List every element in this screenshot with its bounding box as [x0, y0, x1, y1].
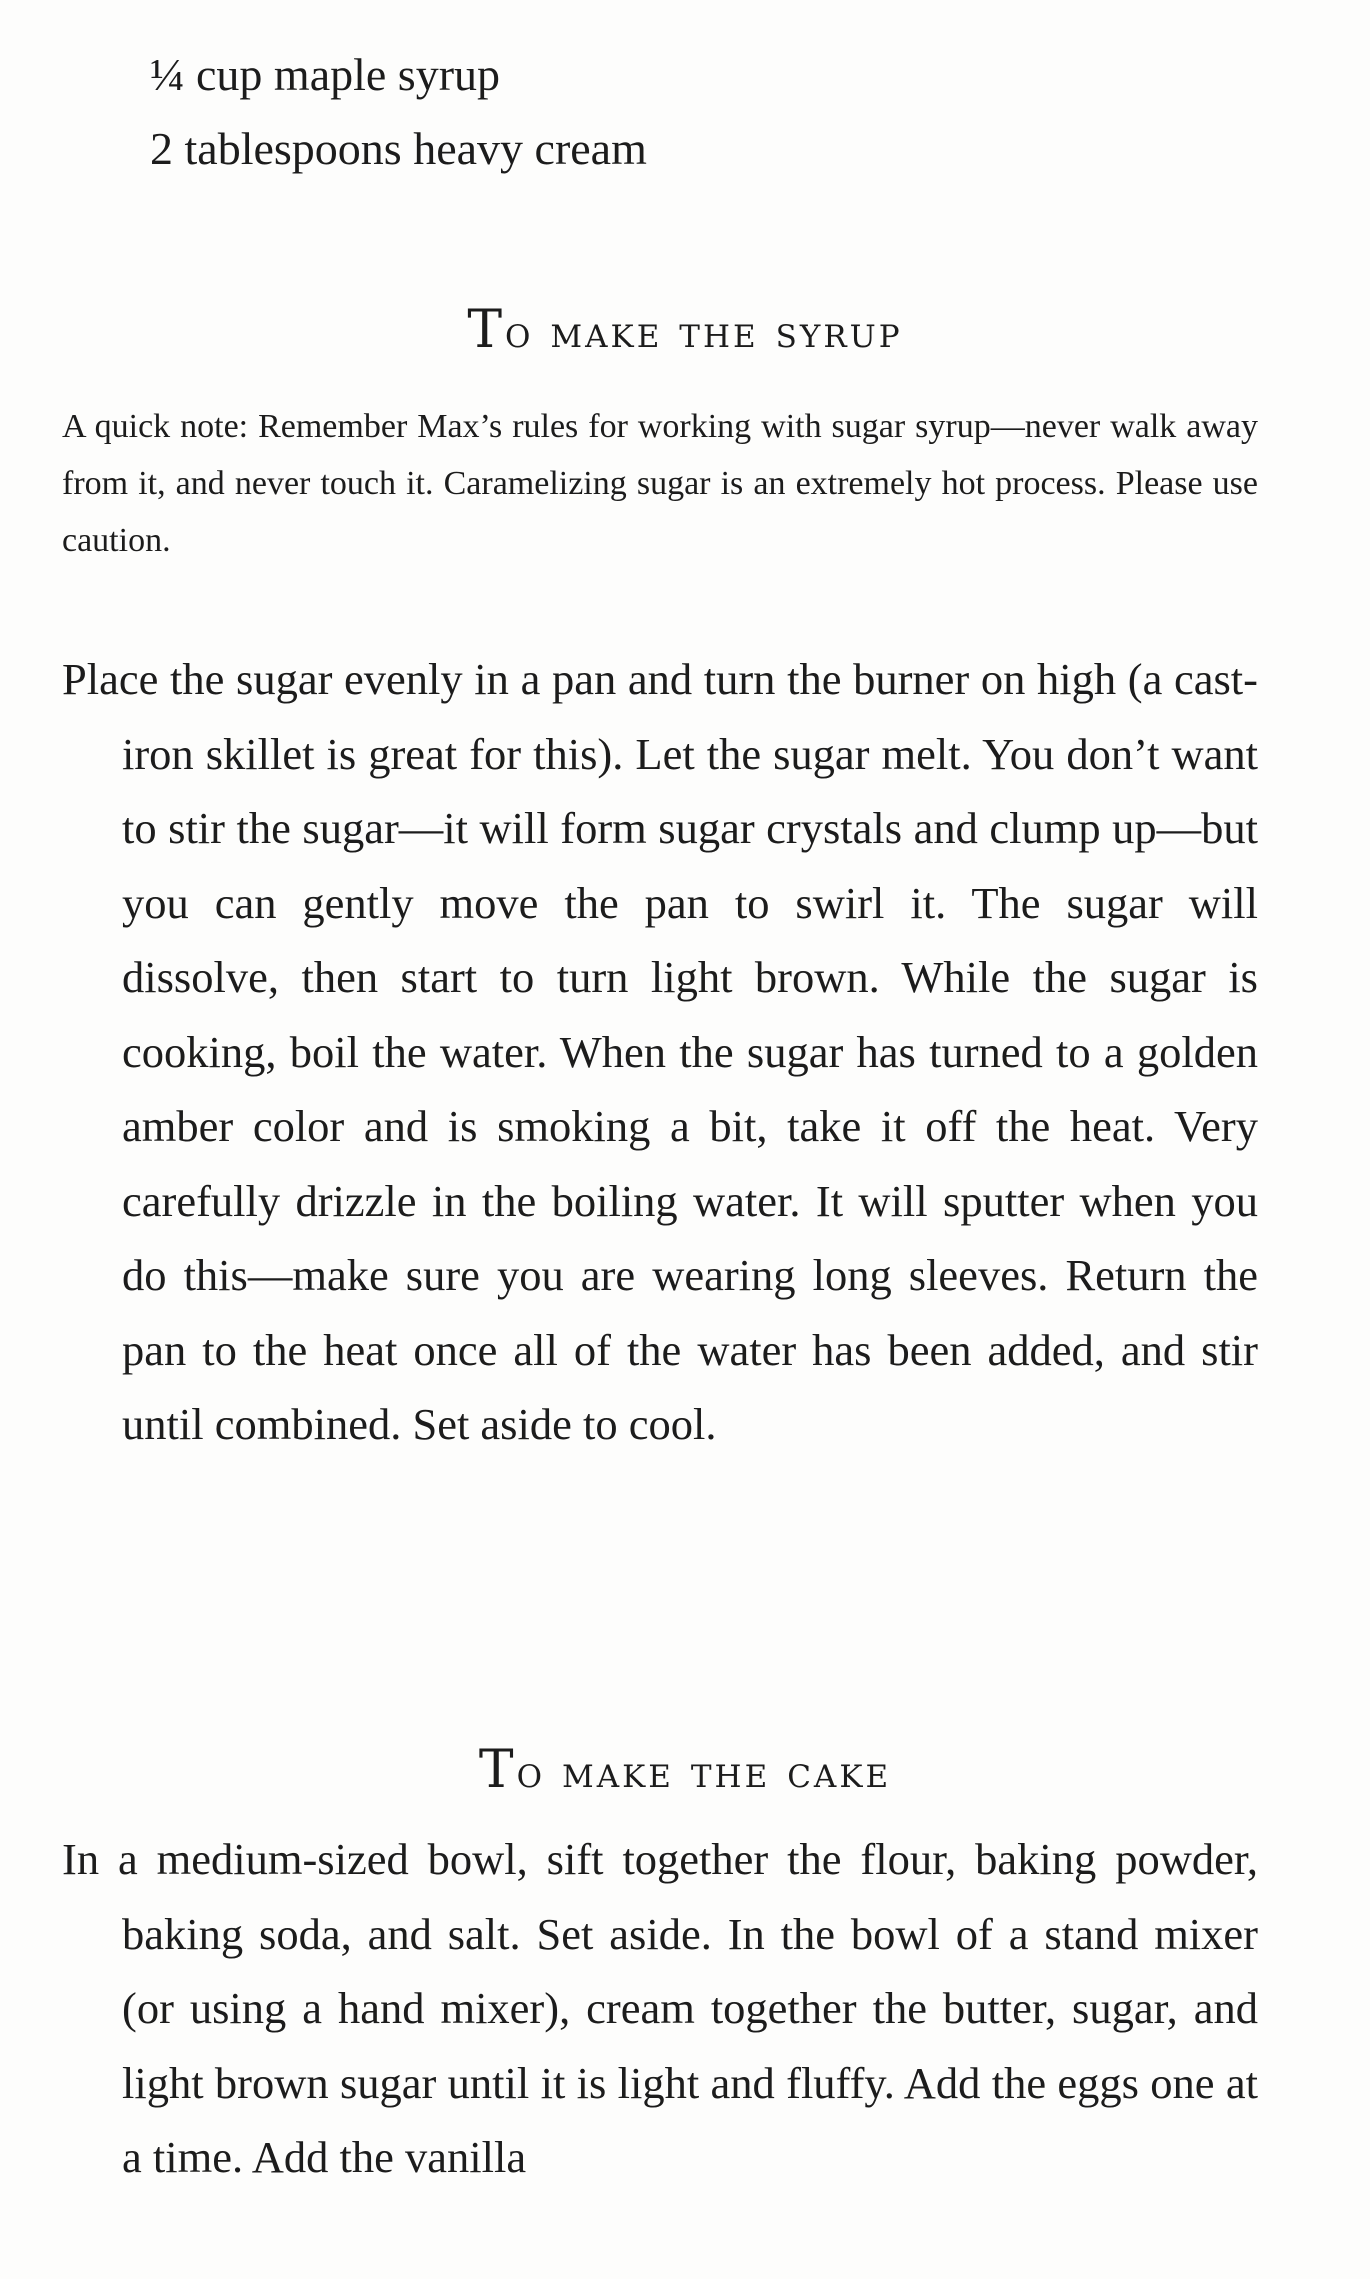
syrup-heading-initial: T — [467, 300, 505, 360]
cake-instructions: In a medium-sized bowl, sift together the flour, baking powder, baking soda, and salt. Set aside. In the bowl of a stand mixer (or using a hand mixer), cream together the butter, sugar, and light brown sugar until it is light and fluffy. Add the eggs one at a time. Add the vanilla — [62, 1834, 1258, 2182]
cake-heading-text: o make the cake — [516, 1747, 892, 1798]
ingredient-list — [150, 38, 647, 186]
ingredient-heavy-cream: 2 tablespoons heavy cream — [150, 123, 647, 174]
syrup-safety-note: A quick note: Remember Max’s rules for working with sugar syrup—never walk away from it, and never touch it. Caramelizing sugar is an extremely hot process. Please use caution. — [62, 408, 1258, 559]
syrup-heading-text: o make the syrup — [505, 307, 903, 358]
syrup-instructions: Place the sugar evenly in a pan and turn the burner on high (a cast-iron skillet is great for this). Let the sugar melt. You don’t want to stir the sugar—it will form sugar crystals and clump up—but you can gently move the pan to swirl it. The sugar will dissolve, then start to turn light brown. While the sugar is cooking, boil the water. When the sugar has turned to a golden amber color and is smoking a bit, take it off the heat. Very carefully drizzle in the boiling water. It will sputter when you do this—make sure you are wearing long sleeves. Return the pan to the heat once all of the water has been added, and stir until combined. Set aside to cool. — [62, 654, 1258, 1449]
ingredient-maple-syrup: ¼ cup maple syrup — [150, 49, 501, 100]
syrup-section-heading — [0, 300, 1370, 360]
cake-heading-initial: T — [478, 1740, 517, 1800]
cake-section-heading — [0, 1740, 1370, 1800]
